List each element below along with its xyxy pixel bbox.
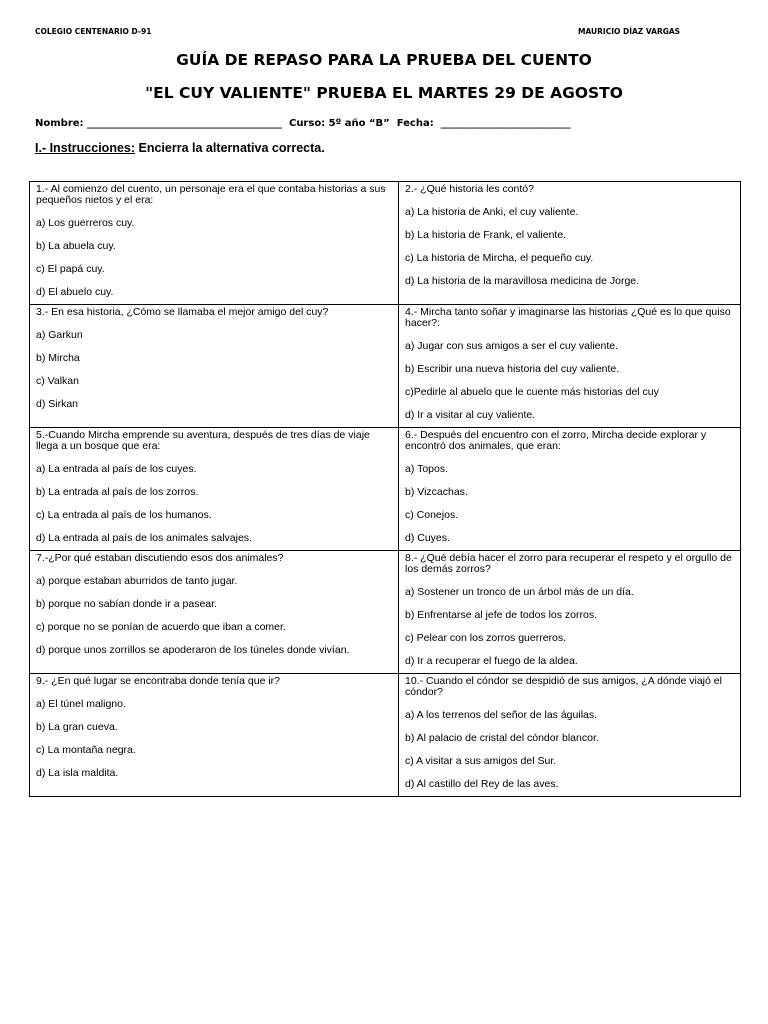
answer-option[interactable]: a) Topos.: [405, 463, 448, 475]
question-cell: [30, 182, 399, 305]
question-cell: [30, 428, 399, 551]
question-text: 8.- ¿Qué debía hacer el zorro para recuperar el respeto y el orgullo de los demás zorros?: [405, 552, 732, 575]
answer-option[interactable]: b) La abuela cuy.: [36, 240, 116, 252]
answer-option[interactable]: c) A visitar a sus amigos del Sur.: [405, 755, 557, 767]
page-subtitle: "EL CUY VALIENTE" PRUEBA EL MARTES 29 DE AGOSTO: [145, 84, 623, 102]
answer-option[interactable]: d) La isla maldita.: [36, 767, 119, 779]
instructions: [35, 141, 325, 155]
answer-option[interactable]: a) La historia de Anki, el cuy valiente.: [405, 206, 579, 218]
question-text: 6.- Después del encuentro con el zorro, Mircha decide explorar y encontró dos animales, que eran:: [405, 429, 707, 452]
answer-option[interactable]: d) Cuyes.: [405, 532, 450, 544]
answer-option[interactable]: a) Garkun: [36, 329, 83, 341]
question-text: 10.- Cuando el cóndor se despidió de sus amigos, ¿A dónde viajó el cóndor?: [405, 675, 722, 698]
answer-option[interactable]: a) Jugar con sus amigos a ser el cuy valiente.: [405, 340, 619, 352]
question-cell: [399, 551, 741, 674]
question-cell: [30, 674, 399, 797]
answer-option[interactable]: b) La historia de Frank, el valiente.: [405, 229, 567, 241]
answer-option[interactable]: c) El papá cuy.: [36, 263, 105, 275]
page-title: GUÍA DE REPASO PARA LA PRUEBA DEL CUENTO: [176, 51, 592, 69]
answer-option[interactable]: d) porque unos zorrillos se apoderaron de los túneles donde vivían.: [36, 644, 350, 656]
question-cell: [399, 674, 741, 797]
question-cell: [30, 551, 399, 674]
table-row: [30, 674, 741, 797]
answer-option[interactable]: b) La entrada al país de los zorros.: [36, 486, 199, 498]
answer-option[interactable]: b) Vizcachas.: [405, 486, 468, 498]
answer-option[interactable]: d) La historia de la maravillosa medicina de Jorge.: [405, 275, 640, 287]
answer-option[interactable]: c) Conejos.: [405, 509, 459, 521]
instructions-heading: I.- Instrucciones:: [35, 141, 136, 155]
answer-option[interactable]: a) La entrada al país de los cuyes.: [36, 463, 197, 475]
teacher-name: MAURICIO DÍAZ VARGAS: [578, 27, 681, 36]
answer-option[interactable]: d) El abuelo cuy.: [36, 286, 114, 298]
answer-option[interactable]: b) La gran cueva.: [36, 721, 118, 733]
question-text: 3.- En esa historia, ¿Cómo se llamaba el mejor amigo del cuy?: [36, 306, 329, 318]
school-name: COLEGIO CENTENARIO D-91: [35, 27, 152, 36]
question-text: 9.- ¿En qué lugar se encontraba donde tenía que ir?: [36, 675, 281, 687]
answer-option[interactable]: a) Sostener un tronco de un árbol más de un día.: [405, 586, 634, 598]
answer-option[interactable]: c) La entrada al país de los humanos.: [36, 509, 212, 521]
student-info-fields: Nombre: _______________________________________ Curso: 5º año “B” Fecha: __________________________: [35, 118, 571, 129]
answer-option[interactable]: c) Pelear con los zorros guerreros.: [405, 632, 567, 644]
answer-option[interactable]: a) A los terrenos del señor de las águilas.: [405, 709, 598, 721]
answer-option[interactable]: a) porque estaban aburridos de tanto jugar.: [36, 575, 238, 587]
question-cell: [30, 305, 399, 428]
answer-option[interactable]: d) Al castillo del Rey de las aves.: [405, 778, 559, 790]
answer-option[interactable]: c) La montaña negra.: [36, 744, 136, 756]
quiz-table: [29, 181, 741, 797]
answer-option[interactable]: b) porque no sabían donde ir a pasear.: [36, 598, 217, 610]
question-cell: [399, 305, 741, 428]
answer-option[interactable]: a) Los guerreros cuy.: [36, 217, 135, 229]
answer-option[interactable]: d) La entrada al país de los animales salvajes.: [36, 532, 252, 544]
question-text: 4.- Mircha tanto soñar y imaginarse las historias ¿Qué es lo que quiso hacer?:: [405, 306, 731, 329]
answer-option[interactable]: c)Pedirle al abuelo que le cuente más historias del cuy: [405, 386, 659, 398]
table-row: [30, 305, 741, 428]
answer-option[interactable]: d) Ir a visitar al cuy valiente.: [405, 409, 536, 421]
table-row: [30, 551, 741, 674]
answer-option[interactable]: d) Sirkan: [36, 398, 79, 410]
answer-option[interactable]: b) Enfrentarse al jefe de todos los zorros.: [405, 609, 598, 621]
answer-option[interactable]: c) La historia de Mircha, el pequeño cuy.: [405, 252, 594, 264]
answer-option[interactable]: c) Valkan: [36, 375, 79, 387]
answer-option[interactable]: d) Ir a recuperar el fuego de la aldea.: [405, 655, 578, 667]
instructions-text: Encierra la alternativa correcta.: [135, 141, 325, 155]
table-row: [30, 428, 741, 551]
question-cell: [399, 428, 741, 551]
question-text: 5.-Cuando Mircha emprende su aventura, después de tres días de viaje llega a un bosque que era:: [36, 429, 370, 452]
answer-option[interactable]: b) Mircha: [36, 352, 80, 364]
answer-option[interactable]: b) Escribir una nueva historia del cuy valiente.: [405, 363, 620, 375]
answer-option[interactable]: b) Al palacio de cristal del cóndor blancor.: [405, 732, 599, 744]
table-row: [30, 182, 741, 305]
answer-option[interactable]: c) porque no se ponían de acuerdo que iban a comer.: [36, 621, 286, 633]
answer-option[interactable]: a) El túnel maligno.: [36, 698, 126, 710]
question-text: 2.- ¿Qué historia les contó?: [405, 183, 534, 195]
question-text: 7.-¿Por qué estaban discutiendo esos dos animales?: [36, 552, 284, 564]
question-cell: [399, 182, 741, 305]
question-text: 1.- Al comienzo del cuento, un personaje era el que contaba historias a sus pequeños nietos y el era:: [36, 183, 386, 206]
